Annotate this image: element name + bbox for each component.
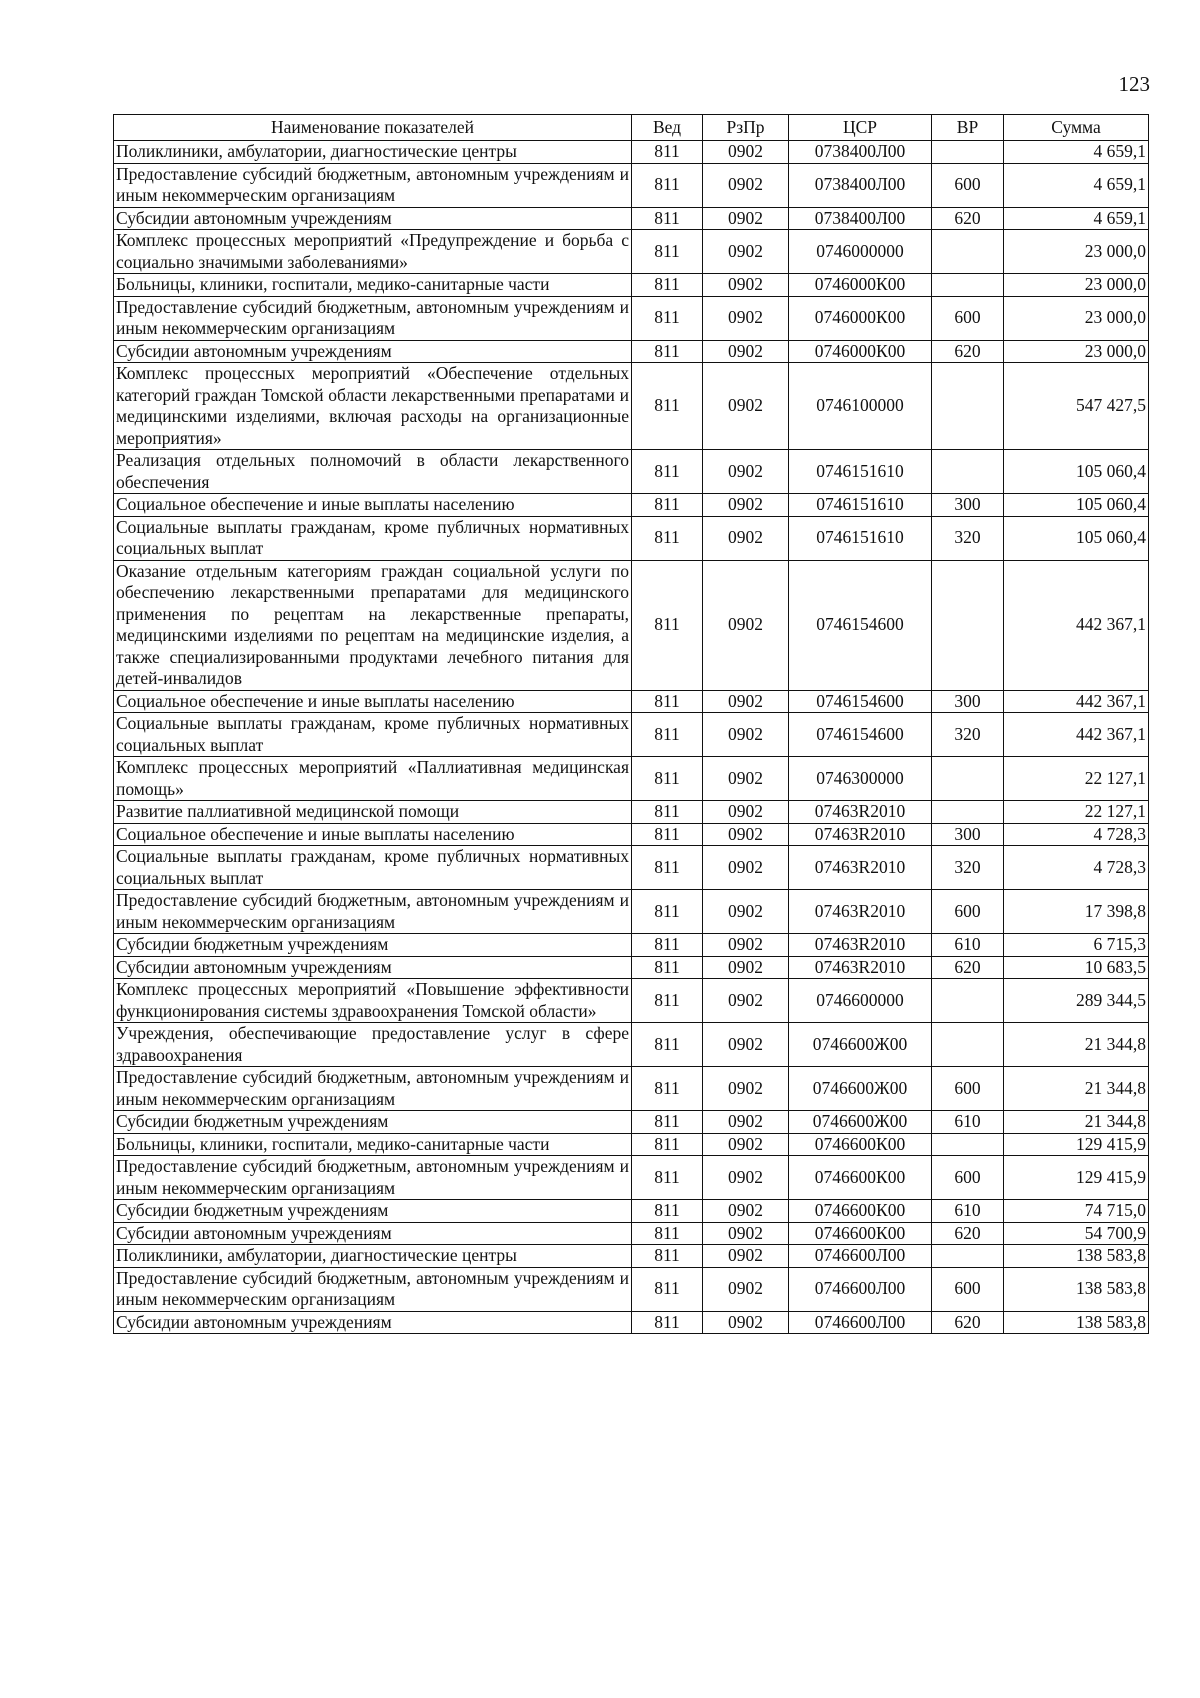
row-name: Предоставление субсидий бюджетным, автономным учреждениям и иным некоммерческим организациям [114,890,632,934]
row-name: Комплекс процессных мероприятий «Обеспечение отдельных категорий граждан Томской области лекарственными препаратами и медицинскими изделиями, включая расходы на организационные мероприятия» [114,363,632,450]
row-name: Субсидии автономным учреждениям [114,956,632,979]
row-name: Социальные выплаты гражданам, кроме публичных нормативных социальных выплат [114,713,632,757]
table-row [114,141,1149,164]
row-vr: 300 [932,494,1004,517]
row-sum: 4 659,1 [1004,207,1149,230]
row-name: Социальное обеспечение и иные выплаты населению [114,823,632,846]
row-sum: 4 728,3 [1004,823,1149,846]
row-rzpr: 0902 [703,823,789,846]
table-row [114,934,1149,957]
row-sum: 21 344,8 [1004,1023,1149,1067]
table-row [114,207,1149,230]
row-vr [932,1245,1004,1268]
table-row [114,757,1149,801]
row-vr: 620 [932,1311,1004,1334]
row-rzpr: 0902 [703,207,789,230]
row-csr: 0746600Л00 [789,1267,932,1311]
table-row [114,823,1149,846]
row-csr: 0746600К00 [789,1156,932,1200]
row-name: Развитие паллиативной медицинской помощи [114,801,632,824]
row-sum: 289 344,5 [1004,979,1149,1023]
row-rzpr: 0902 [703,1311,789,1334]
row-csr: 0746600К00 [789,1222,932,1245]
row-ved: 811 [632,846,703,890]
row-name: Предоставление субсидий бюджетным, автономным учреждениям и иным некоммерческим организациям [114,296,632,340]
row-name: Социальные выплаты гражданам, кроме публичных нормативных социальных выплат [114,846,632,890]
row-ved: 811 [632,1111,703,1134]
row-rzpr: 0902 [703,1245,789,1268]
row-name: Субсидии бюджетным учреждениям [114,1111,632,1134]
header-rzpr: РзПр [703,115,789,141]
budget-table [113,114,1149,1334]
row-sum: 6 715,3 [1004,934,1149,957]
row-vr: 600 [932,1067,1004,1111]
row-name: Комплекс процессных мероприятий «Паллиативная медицинская помощь» [114,757,632,801]
row-vr: 300 [932,823,1004,846]
row-vr [932,757,1004,801]
row-ved: 811 [632,890,703,934]
row-vr: 610 [932,934,1004,957]
row-vr: 600 [932,296,1004,340]
table-row [114,494,1149,517]
row-ved: 811 [632,713,703,757]
row-ved: 811 [632,163,703,207]
table-row [114,1311,1149,1334]
row-vr: 620 [932,340,1004,363]
row-rzpr: 0902 [703,1267,789,1311]
row-sum: 74 715,0 [1004,1200,1149,1223]
row-name: Больницы, клиники, госпитали, медико-санитарные части [114,274,632,297]
row-sum: 54 700,9 [1004,1222,1149,1245]
table-row [114,516,1149,560]
row-rzpr: 0902 [703,801,789,824]
row-rzpr: 0902 [703,956,789,979]
row-name: Комплекс процессных мероприятий «Повышение эффективности функционирования системы здравоохранения Томской области» [114,979,632,1023]
row-sum: 21 344,8 [1004,1067,1149,1111]
table-row [114,1111,1149,1134]
row-vr [932,1023,1004,1067]
row-vr: 300 [932,690,1004,713]
row-ved: 811 [632,296,703,340]
row-vr: 320 [932,846,1004,890]
table-header-row [114,115,1149,141]
row-name: Субсидии автономным учреждениям [114,1222,632,1245]
row-vr [932,141,1004,164]
row-rzpr: 0902 [703,560,789,690]
row-csr: 0738400Л00 [789,163,932,207]
row-vr [932,363,1004,450]
row-sum: 442 367,1 [1004,713,1149,757]
row-csr: 0746151610 [789,494,932,517]
row-csr: 0746154600 [789,690,932,713]
row-sum: 10 683,5 [1004,956,1149,979]
row-rzpr: 0902 [703,846,789,890]
row-vr: 600 [932,890,1004,934]
page-number: 123 [1118,72,1150,96]
row-rzpr: 0902 [703,296,789,340]
row-sum: 138 583,8 [1004,1311,1149,1334]
table-row [114,230,1149,274]
table-row [114,956,1149,979]
row-rzpr: 0902 [703,1222,789,1245]
row-sum: 22 127,1 [1004,757,1149,801]
row-ved: 811 [632,690,703,713]
row-name: Больницы, клиники, госпитали, медико-санитарные части [114,1133,632,1156]
table-row [114,890,1149,934]
table-row [114,1222,1149,1245]
row-csr: 0746000К00 [789,340,932,363]
row-rzpr: 0902 [703,890,789,934]
row-csr: 0746100000 [789,363,932,450]
header-name: Наименование показателей [114,115,632,141]
table-row [114,979,1149,1023]
row-sum: 4 659,1 [1004,141,1149,164]
row-rzpr: 0902 [703,934,789,957]
row-ved: 811 [632,560,703,690]
row-csr: 07463R2010 [789,801,932,824]
row-ved: 811 [632,1245,703,1268]
row-name: Субсидии автономным учреждениям [114,1311,632,1334]
row-vr [932,979,1004,1023]
row-csr: 07463R2010 [789,846,932,890]
row-sum: 17 398,8 [1004,890,1149,934]
row-ved: 811 [632,1200,703,1223]
header-ved: Вед [632,115,703,141]
row-ved: 811 [632,141,703,164]
row-ved: 811 [632,494,703,517]
row-csr: 0746000К00 [789,296,932,340]
row-vr [932,560,1004,690]
row-rzpr: 0902 [703,363,789,450]
table-row [114,1023,1149,1067]
row-name: Социальное обеспечение и иные выплаты населению [114,494,632,517]
row-csr: 0746600К00 [789,1200,932,1223]
row-csr: 0746600К00 [789,1133,932,1156]
row-vr: 620 [932,956,1004,979]
row-ved: 811 [632,1133,703,1156]
row-rzpr: 0902 [703,757,789,801]
row-vr: 610 [932,1111,1004,1134]
row-vr: 600 [932,1267,1004,1311]
table-row [114,163,1149,207]
row-csr: 0746154600 [789,560,932,690]
row-ved: 811 [632,450,703,494]
row-vr [932,1133,1004,1156]
row-rzpr: 0902 [703,450,789,494]
row-sum: 138 583,8 [1004,1267,1149,1311]
row-ved: 811 [632,979,703,1023]
table-row [114,274,1149,297]
row-csr: 07463R2010 [789,934,932,957]
row-ved: 811 [632,1222,703,1245]
row-vr: 320 [932,713,1004,757]
row-name: Предоставление субсидий бюджетным, автономным учреждениям и иным некоммерческим организациям [114,1156,632,1200]
row-sum: 4 659,1 [1004,163,1149,207]
row-ved: 811 [632,1156,703,1200]
row-vr: 610 [932,1200,1004,1223]
row-ved: 811 [632,207,703,230]
row-sum: 22 127,1 [1004,801,1149,824]
row-name: Субсидии бюджетным учреждениям [114,934,632,957]
row-rzpr: 0902 [703,1111,789,1134]
row-rzpr: 0902 [703,1067,789,1111]
table-row [114,363,1149,450]
table-row [114,296,1149,340]
row-csr: 0746600Ж00 [789,1111,932,1134]
row-vr [932,230,1004,274]
row-ved: 811 [632,340,703,363]
table-row [114,1245,1149,1268]
row-rzpr: 0902 [703,516,789,560]
row-vr [932,450,1004,494]
table-row [114,690,1149,713]
row-sum: 23 000,0 [1004,274,1149,297]
row-rzpr: 0902 [703,1200,789,1223]
row-rzpr: 0902 [703,1133,789,1156]
row-rzpr: 0902 [703,979,789,1023]
row-csr: 0746600Л00 [789,1245,932,1268]
row-csr: 0738400Л00 [789,207,932,230]
row-csr: 0738400Л00 [789,141,932,164]
row-name: Поликлиники, амбулатории, диагностические центры [114,141,632,164]
table-row [114,801,1149,824]
row-ved: 811 [632,801,703,824]
row-ved: 811 [632,934,703,957]
header-csr: ЦСР [789,115,932,141]
row-name: Предоставление субсидий бюджетным, автономным учреждениям и иным некоммерческим организациям [114,163,632,207]
row-sum: 547 427,5 [1004,363,1149,450]
row-name: Поликлиники, амбулатории, диагностические центры [114,1245,632,1268]
table-row [114,560,1149,690]
row-vr: 600 [932,163,1004,207]
row-vr [932,274,1004,297]
table-row [114,846,1149,890]
row-name: Комплекс процессных мероприятий «Предупреждение и борьба с социально значимыми заболеваниями» [114,230,632,274]
row-csr: 0746154600 [789,713,932,757]
row-ved: 811 [632,1023,703,1067]
row-vr: 620 [932,207,1004,230]
row-csr: 07463R2010 [789,823,932,846]
row-name: Реализация отдельных полномочий в области лекарственного обеспечения [114,450,632,494]
table-row [114,1067,1149,1111]
row-rzpr: 0902 [703,230,789,274]
row-csr: 0746000000 [789,230,932,274]
row-rzpr: 0902 [703,494,789,517]
row-sum: 442 367,1 [1004,560,1149,690]
header-sum: Сумма [1004,115,1149,141]
row-sum: 442 367,1 [1004,690,1149,713]
row-rzpr: 0902 [703,163,789,207]
table-row [114,1156,1149,1200]
table-row [114,1200,1149,1223]
row-name: Социальное обеспечение и иные выплаты населению [114,690,632,713]
row-name: Субсидии автономным учреждениям [114,207,632,230]
row-rzpr: 0902 [703,690,789,713]
row-sum: 21 344,8 [1004,1111,1149,1134]
row-sum: 4 728,3 [1004,846,1149,890]
row-name: Учреждения, обеспечивающие предоставление услуг в сфере здравоохранения [114,1023,632,1067]
row-sum: 105 060,4 [1004,450,1149,494]
row-ved: 811 [632,516,703,560]
row-csr: 0746600Ж00 [789,1023,932,1067]
row-csr: 0746600000 [789,979,932,1023]
table-row [114,1267,1149,1311]
row-sum: 23 000,0 [1004,340,1149,363]
row-ved: 811 [632,230,703,274]
row-sum: 138 583,8 [1004,1245,1149,1268]
row-rzpr: 0902 [703,1156,789,1200]
row-ved: 811 [632,274,703,297]
row-csr: 0746600Ж00 [789,1067,932,1111]
row-name: Оказание отдельным категориям граждан социальной услуги по обеспечению лекарственными препаратами для медицинского применения по рецептам на лекарственные препараты, медицинскими изделиями по рецептам на медицинские изделия, а также специализированными продуктами лечебного питания для детей-инвалидов [114,560,632,690]
row-ved: 811 [632,1311,703,1334]
table-row [114,450,1149,494]
row-vr: 620 [932,1222,1004,1245]
row-vr: 600 [932,1156,1004,1200]
table-row [114,1133,1149,1156]
row-sum: 23 000,0 [1004,230,1149,274]
header-vr: ВР [932,115,1004,141]
table-body [114,141,1149,1334]
row-sum: 129 415,9 [1004,1133,1149,1156]
row-ved: 811 [632,823,703,846]
row-name: Субсидии бюджетным учреждениям [114,1200,632,1223]
row-sum: 23 000,0 [1004,296,1149,340]
row-rzpr: 0902 [703,340,789,363]
table-row [114,713,1149,757]
table-row [114,340,1149,363]
row-csr: 0746151610 [789,450,932,494]
row-name: Субсидии автономным учреждениям [114,340,632,363]
row-ved: 811 [632,1067,703,1111]
row-name: Предоставление субсидий бюджетным, автономным учреждениям и иным некоммерческим организациям [114,1267,632,1311]
row-ved: 811 [632,363,703,450]
row-csr: 07463R2010 [789,956,932,979]
row-csr: 0746151610 [789,516,932,560]
row-rzpr: 0902 [703,141,789,164]
row-rzpr: 0902 [703,1023,789,1067]
row-rzpr: 0902 [703,713,789,757]
row-csr: 0746000К00 [789,274,932,297]
row-csr: 0746600Л00 [789,1311,932,1334]
row-ved: 811 [632,1267,703,1311]
row-ved: 811 [632,956,703,979]
row-csr: 0746300000 [789,757,932,801]
row-name: Социальные выплаты гражданам, кроме публичных нормативных социальных выплат [114,516,632,560]
row-vr: 320 [932,516,1004,560]
row-rzpr: 0902 [703,274,789,297]
row-sum: 105 060,4 [1004,494,1149,517]
row-name: Предоставление субсидий бюджетным, автономным учреждениям и иным некоммерческим организациям [114,1067,632,1111]
row-vr [932,801,1004,824]
row-ved: 811 [632,757,703,801]
row-csr: 07463R2010 [789,890,932,934]
row-sum: 105 060,4 [1004,516,1149,560]
row-sum: 129 415,9 [1004,1156,1149,1200]
